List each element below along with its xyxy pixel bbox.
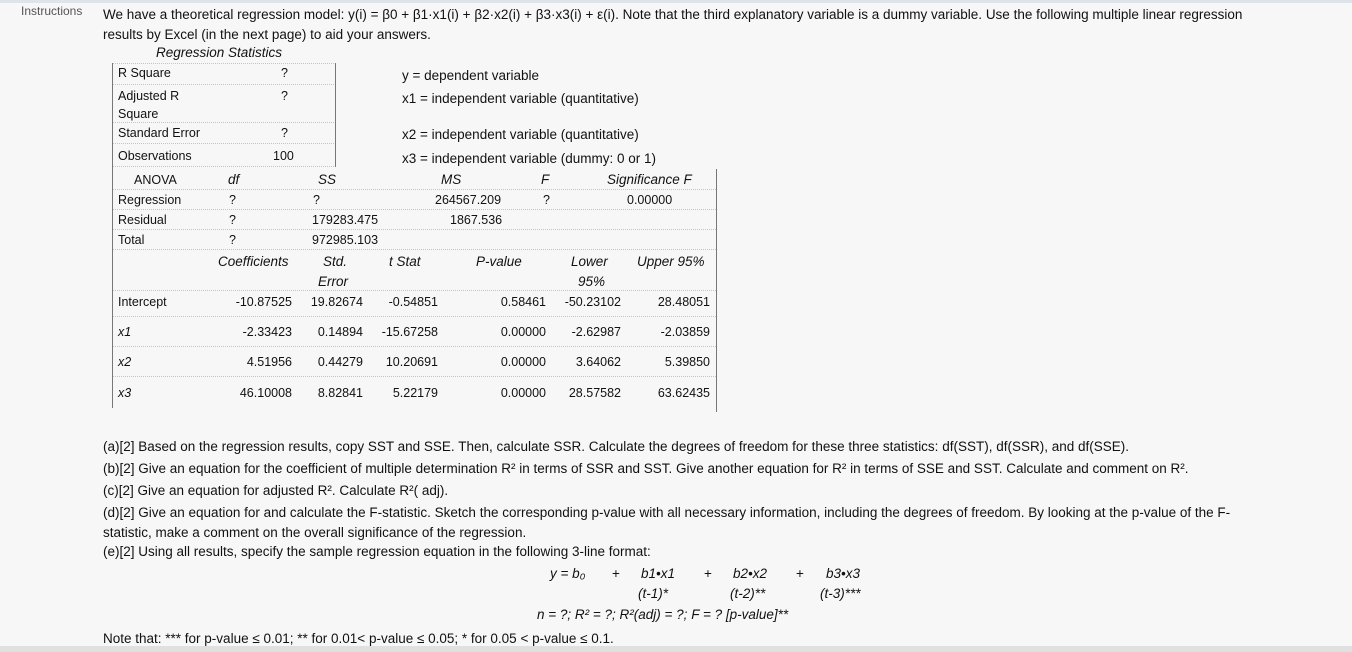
coef-row-t-stat: -15.67258 bbox=[381, 325, 438, 339]
anova-row-name: Total bbox=[118, 233, 145, 247]
divider bbox=[113, 122, 336, 123]
rs-label-r-square: R Square bbox=[118, 66, 171, 80]
question-e: (e)[2] Using all results, specify the sample regression equation in the following 3-line format: bbox=[103, 544, 651, 559]
stats-right-border bbox=[335, 63, 336, 167]
divider bbox=[113, 84, 336, 85]
rs-value-r-square: ? bbox=[281, 66, 288, 80]
divider bbox=[113, 189, 716, 190]
coef-row-upper-95: -2.03859 bbox=[660, 325, 710, 339]
rs-value-adjusted-r: ? bbox=[281, 89, 288, 103]
coef-row-coefficient: -2.33423 bbox=[242, 325, 292, 339]
coef-row-name: x1 bbox=[118, 325, 132, 339]
question-d-line-2: statistic, make a comment on the overall significance of the regression. bbox=[103, 525, 527, 540]
format-b3: b3•x3 bbox=[826, 566, 861, 581]
anova-header-ss: SS bbox=[318, 172, 337, 187]
anova-row-significance-f: 0.00000 bbox=[627, 193, 673, 207]
format-t2: (t-2)** bbox=[730, 586, 766, 601]
variable-y: y = dependent variable bbox=[402, 68, 539, 83]
rs-label-adjusted-r-a: Adjusted R bbox=[118, 89, 180, 103]
coef-header-upper: Upper 95% bbox=[637, 254, 705, 269]
divider bbox=[113, 229, 716, 230]
rs-value-standard-error: ? bbox=[281, 126, 288, 140]
question-a: (a)[2] Based on the regression results, copy SST and SSE. Then, calculate SSR. Calculate the degrees of freedom for these three statistics: df(SST), df(SSR), and df(SSE). bbox=[103, 439, 1129, 454]
question-c: (c)[2] Give an equation for adjusted R². Calculate R²( adj). bbox=[103, 483, 449, 498]
coef-row-coefficient: 4.51956 bbox=[246, 355, 292, 369]
significance-note: Note that: *** for p-value ≤ 0.01; ** for 0.01< p-value ≤ 0.05; * for 0.05 < p-value ≤ 0.1. bbox=[103, 631, 614, 646]
coef-header-lower-b: 95% bbox=[578, 274, 606, 289]
coef-row-name: x3 bbox=[118, 386, 132, 400]
coef-row-name: x2 bbox=[118, 355, 132, 369]
divider bbox=[113, 209, 716, 210]
coef-row-t-stat: 10.20691 bbox=[385, 355, 438, 369]
coef-header-coefficients: Coefficients bbox=[218, 254, 289, 269]
coef-row-p-value: 0.00000 bbox=[500, 325, 546, 339]
format-stats: n = ?; R² = ?; R²(adj) = ?; F = ? [p-value]** bbox=[537, 607, 789, 622]
coef-row-lower-95: 3.64062 bbox=[575, 355, 621, 369]
format-t3: (t-3)*** bbox=[820, 586, 861, 601]
coef-row-coefficient: -10.87525 bbox=[235, 295, 292, 309]
divider bbox=[113, 346, 716, 347]
coef-row-p-value: 0.00000 bbox=[500, 355, 546, 369]
rs-value-observations: 100 bbox=[273, 149, 294, 163]
coef-row-std-error: 0.14894 bbox=[317, 325, 363, 339]
regression-statistics-title: Regression Statistics bbox=[156, 45, 283, 60]
table-left-border bbox=[112, 63, 113, 408]
coef-row-std-error: 8.82841 bbox=[317, 386, 363, 400]
format-b1: b1•x1 bbox=[641, 566, 676, 581]
coef-header-p-value: P-value bbox=[476, 254, 522, 269]
coef-row-p-value: 0.00000 bbox=[500, 386, 546, 400]
format-plus: + bbox=[612, 566, 620, 581]
divider bbox=[113, 166, 336, 167]
divider bbox=[113, 143, 336, 144]
coef-row-t-stat: 5.22179 bbox=[392, 386, 438, 400]
variable-x2: x2 = independent variable (quantitative) bbox=[402, 127, 639, 142]
format-y: y = b₀ bbox=[550, 566, 586, 581]
coef-header-lower-a: Lower bbox=[571, 254, 608, 269]
format-b2: b2•x2 bbox=[733, 566, 768, 581]
format-plus: + bbox=[704, 566, 712, 581]
variable-x1: x1 = independent variable (quantitative) bbox=[402, 91, 639, 106]
anova-row-name: Residual bbox=[118, 213, 167, 227]
divider bbox=[113, 63, 336, 64]
intro-line-2: results by Excel (in the next page) to aid your answers. bbox=[103, 27, 431, 42]
format-plus: + bbox=[796, 566, 804, 581]
coef-row-upper-95: 5.39850 bbox=[664, 355, 710, 369]
question-b: (b)[2] Give an equation for the coefficient of multiple determination R² in terms of SSR and SST. Give another equation for R² in terms of SSE and SST. Calculate and comment on R². bbox=[103, 461, 1189, 476]
rs-label-standard-error: Standard Error bbox=[118, 126, 200, 140]
coef-row-upper-95: 28.48051 bbox=[657, 295, 710, 309]
anova-header-f: F bbox=[541, 172, 550, 187]
coef-row-name: Intercept bbox=[118, 295, 167, 309]
coef-header-t-stat: t Stat bbox=[389, 254, 421, 269]
top-divider bbox=[0, 0, 1352, 3]
coef-row-lower-95: -50.23102 bbox=[564, 295, 621, 309]
anova-header-ms: MS bbox=[441, 172, 462, 187]
anova-row-df: ? bbox=[229, 213, 236, 227]
coef-row-t-stat: -0.54851 bbox=[388, 295, 438, 309]
intro-line-1: We have a theoretical regression model: y(i) = β0 + β1·x1(i) + β2·x2(i) + β3·x3(i) + ε(i). Note that the third explanatory variable is a dummy variable. Use the following multiple linear regression bbox=[103, 7, 1243, 22]
anova-row-name: Regression bbox=[118, 193, 182, 207]
question-d-line-1: (d)[2] Give an equation for and calculate the F-statistic. Sketch the corresponding p-value with all necessary information, including the degrees of freedom. By looking at the p-value of the F- bbox=[103, 505, 1231, 520]
bottom-scroll-edge bbox=[0, 646, 1352, 652]
coef-header-std-b: Error bbox=[318, 274, 348, 289]
divider bbox=[113, 290, 716, 291]
anova-row-ms: 264567.209 bbox=[435, 193, 502, 207]
anova-row-ss: ? bbox=[313, 193, 320, 207]
coef-row-std-error: 19.82674 bbox=[310, 295, 363, 309]
divider bbox=[113, 316, 716, 317]
anova-row-ss: 972985.103 bbox=[312, 233, 379, 247]
anova-row-df: ? bbox=[229, 193, 236, 207]
rs-label-observations: Observations bbox=[118, 149, 192, 163]
anova-row-f: ? bbox=[543, 193, 550, 207]
coef-row-lower-95: -2.62987 bbox=[571, 325, 621, 339]
coef-row-std-error: 0.44279 bbox=[317, 355, 363, 369]
divider bbox=[113, 376, 716, 377]
anova-row-ms: 1867.536 bbox=[450, 213, 503, 227]
divider bbox=[113, 249, 716, 250]
table-right-border bbox=[716, 169, 717, 412]
anova-row-ss: 179283.475 bbox=[312, 213, 379, 227]
anova-row-df: ? bbox=[229, 233, 236, 247]
instructions-label: Instructions bbox=[21, 4, 83, 18]
rs-label-adjusted-r-b: Square bbox=[118, 107, 159, 121]
coef-row-upper-95: 63.62435 bbox=[657, 386, 710, 400]
coef-row-p-value: 0.58461 bbox=[500, 295, 546, 309]
variable-x3: x3 = independent variable (dummy: 0 or 1) bbox=[402, 151, 657, 166]
coef-row-lower-95: 28.57582 bbox=[568, 386, 621, 400]
anova-header-df: df bbox=[228, 172, 240, 187]
anova-header-significance-f: Significance F bbox=[607, 172, 692, 187]
coef-header-std-a: Std. bbox=[323, 254, 348, 269]
anova-header-label: ANOVA bbox=[134, 173, 177, 187]
format-t1: (t-1)* bbox=[638, 586, 668, 601]
coef-row-coefficient: 46.10008 bbox=[239, 386, 292, 400]
